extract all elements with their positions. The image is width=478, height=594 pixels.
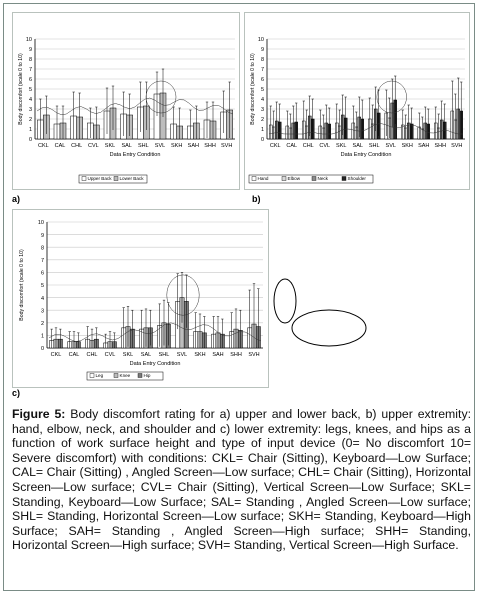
caption-label: Figure 5: [12,407,66,421]
legend-label: Lower Back [119,176,144,182]
y-tick-label: 10 [25,37,32,44]
chart-a [13,13,239,189]
legend-label: Hand [257,176,269,182]
y-tick-label: 9 [260,47,264,54]
figure-frame [3,3,475,591]
panel-label-c: c) [12,388,21,398]
y-tick-label: 3 [28,107,32,114]
legend-swatch [342,177,346,181]
y-tick-label: 9 [40,232,44,239]
x-tick-label: CAL [286,143,298,149]
x-tick-label: SVH [221,143,233,149]
legend-label: Hip [143,373,151,379]
x-tick-label: SVL [154,143,166,149]
x-tick-label: SAL [121,143,132,149]
panel-label-a: a) [12,194,21,204]
x-tick-label: SHL [137,143,149,149]
legend-swatch [252,177,256,181]
x-tick-label: CVL [104,352,116,358]
y-tick-label: 0 [40,346,44,353]
x-tick-label: SAH [187,143,199,149]
legend-swatch [282,177,286,181]
x-tick-label: CVL [319,143,331,149]
x-tick-label: SVL [385,143,396,149]
y-tick-label: 1 [28,127,32,134]
y-tick-label: 2 [260,117,264,124]
y-tick-label: 6 [28,77,32,84]
legend-label: Elbow [287,176,301,182]
x-tick-label: SHH [434,143,447,149]
legend-swatch [90,374,94,378]
y-tick-label: 8 [40,245,44,252]
x-tick-label: SAL [140,352,152,358]
x-tick-label: CAL [68,352,80,358]
y-tick-label: 1 [40,333,44,340]
y-tick-label: 0 [260,137,264,144]
chart-panel-c [12,209,269,388]
x-tick-label: CHL [302,143,314,149]
y-tick-label: 2 [28,117,32,124]
x-tick-label: SAH [212,352,224,358]
x-tick-label: SKL [336,143,347,149]
y-tick-label: 5 [40,283,44,290]
y-axis-label: Body discomfort (scale 0 to 10) [18,53,24,125]
annotation-curve [37,98,233,115]
annotation-curve [49,323,261,342]
x-tick-label: SHL [158,352,170,358]
x-tick-label: CVL [87,143,99,149]
y-tick-label: 4 [40,295,44,302]
figure-caption [12,407,471,553]
x-tick-label: SHH [204,143,216,149]
y-tick-label: 1 [260,127,264,134]
y-tick-label: 9 [28,47,32,54]
x-tick-label: SKH [194,352,206,358]
legend-swatch [114,374,118,378]
y-tick-label: 7 [260,67,264,74]
y-tick-label: 0 [28,137,32,144]
legend-label: Upper Back [87,176,112,182]
chart-b [245,13,469,189]
y-tick-label: 7 [28,67,32,74]
x-tick-label: SVL [176,352,188,358]
x-axis-label: Data Entry Condition [340,152,392,158]
y-tick-label: 3 [40,308,44,315]
chart-c [13,210,268,387]
y-axis-label: Body discomfort (scale 0 to 10) [250,53,256,125]
legend-swatch [312,177,316,181]
annotation-ellipses [266,276,466,356]
annotation-ellipse-small [274,279,296,323]
x-tick-label: SHH [230,352,242,358]
x-tick-label: SKH [401,143,413,149]
y-tick-label: 10 [37,220,44,227]
x-tick-label: SKH [171,143,183,149]
y-tick-label: 4 [260,97,264,104]
x-tick-label: CKL [50,352,62,358]
legend-label: Shoulder [347,176,366,182]
x-tick-label: CHL [86,352,98,358]
legend-label: Leg [95,373,104,379]
x-tick-label: CHL [71,143,83,149]
y-tick-label: 8 [260,57,264,64]
y-tick-label: 8 [28,57,32,64]
y-tick-label: 3 [260,107,264,114]
y-tick-label: 6 [260,77,264,84]
y-tick-label: 7 [40,258,44,264]
x-axis-label: Data Entry Condition [129,361,181,367]
chart-panel-b [244,12,470,190]
caption-text: Body discomfort rating for a) upper and lower back, b) upper extremity: hand, elbow, neck, and shoulder and c) lower extremity: legs, knees, and hips as a function of work surface height and type of input device (0= No discomfort 10= Severe discomfort) with conditions: CKL= Chair (Sitting), Keyboard—Low Surface; CAL= Chair (Sitting) , Angled Screen—Low surface; CHL= Chair (Sitting), Horizontal Screen—Low surface; CVL= Chair (Sitting), Vertical Screen—Low Surface; SKL= Standing, Keyboard—Low Surface; SAL= Standing , Angled Screen—Low surface; SHL= Standing, Horizontal Screen—Low surface; SKH= Standing, Keyboard—High Surface; SAH= Standing , Angled Screen—High surface; SHH= Standing, Horizontal Screen—High surface; SVH= Standing, Vertical Screen—High Surface. [12,407,472,553]
legend-label: Knee [119,373,131,379]
x-tick-label: SVH [451,143,463,149]
annotation-ellipse-large [292,310,366,346]
y-tick-label: 2 [40,321,44,327]
legend-swatch [114,177,118,181]
y-tick-label: 4 [28,97,32,104]
x-tick-label: CKL [37,143,49,149]
legend-swatch [138,374,142,378]
x-tick-label: SHL [368,143,380,149]
x-axis-label: Data Entry Condition [109,152,161,158]
legend-swatch [82,177,86,181]
x-tick-label: SVH [248,352,260,358]
x-tick-label: SAL [352,143,363,149]
panel-label-b: b) [252,194,261,204]
y-tick-label: 10 [257,37,264,44]
y-tick-label: 5 [28,87,32,94]
y-axis-label: Body discomfort (scale 0 to 10) [19,249,25,321]
x-tick-label: SAH [418,143,430,149]
y-tick-label: 5 [260,87,264,94]
legend-label: Neck [317,176,328,182]
x-tick-label: SKL [104,143,116,149]
x-tick-label: CAL [54,143,66,149]
x-tick-label: SKL [122,352,134,358]
y-tick-label: 6 [40,270,44,277]
chart-panel-a [12,12,240,190]
x-tick-label: CKL [269,143,281,149]
